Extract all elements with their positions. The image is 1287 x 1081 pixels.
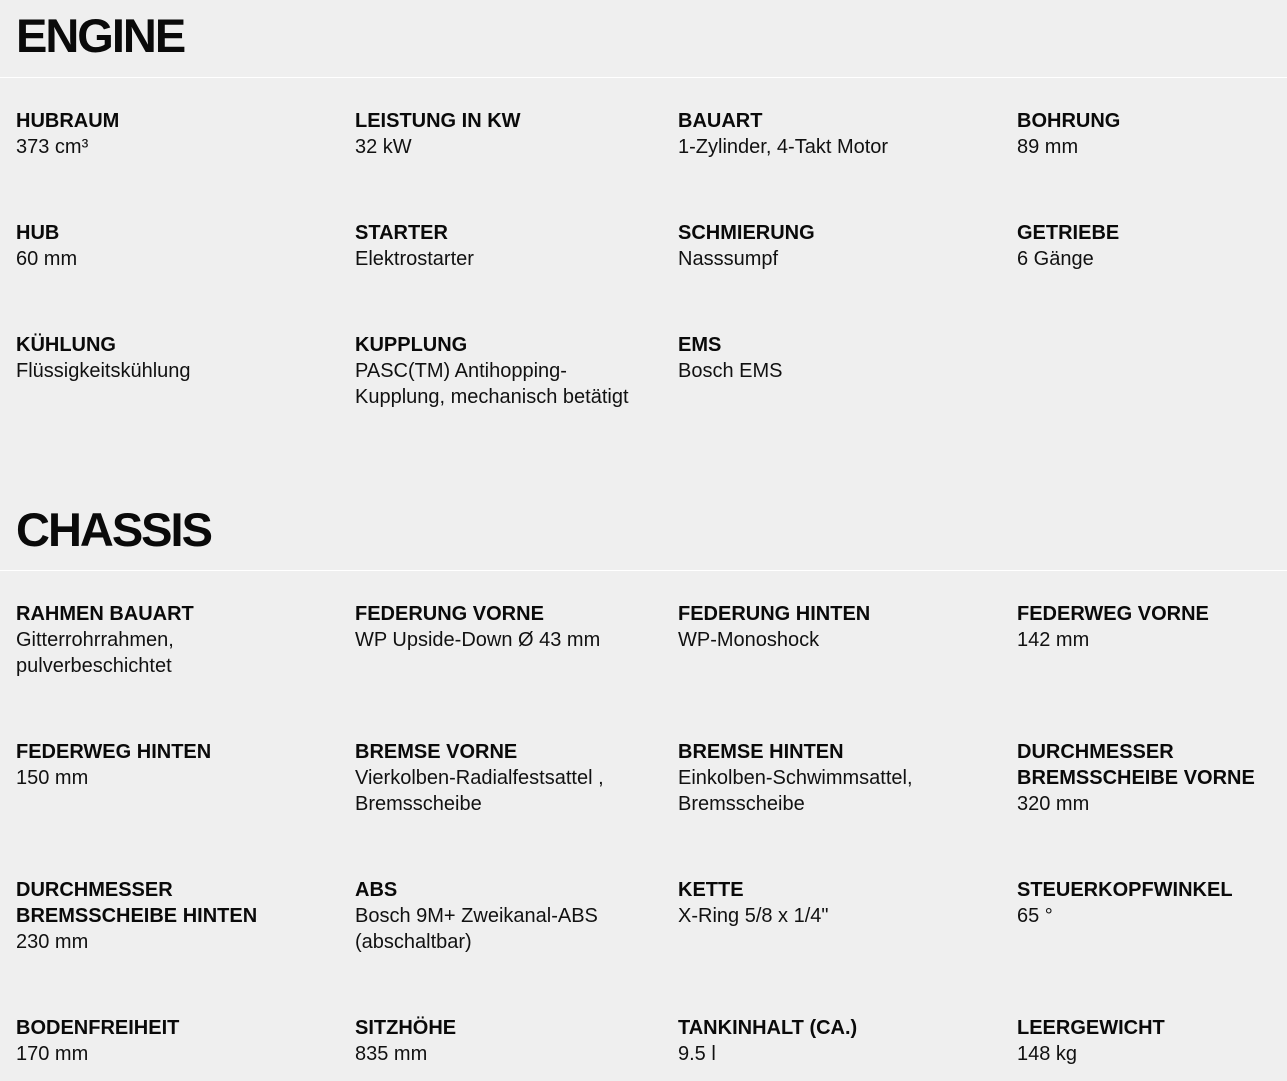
engine-section-title: ENGINE [16, 9, 185, 62]
spec-label: DURCHMESSER BREMSSCHEIBE VORNE [1017, 741, 1255, 789]
spec-value: WP Upside-Down Ø 43 mm [355, 629, 601, 651]
spec-value: Bosch EMS [678, 360, 783, 382]
spec-label: BAUART [678, 110, 763, 132]
spec-value: WP-Monoshock [678, 629, 820, 651]
spec-value: X-Ring 5/8 x 1/4" [678, 905, 829, 927]
spec-leistung [355, 108, 665, 160]
spec-bremse-vorne [355, 739, 665, 817]
spec-value: Gitterrohrrahmen, pulverbeschichtet [16, 629, 174, 677]
spec-label: HUB [16, 222, 60, 244]
spec-value: Nasssumpf [678, 248, 779, 270]
spec-ems [678, 332, 998, 384]
spec-label: FEDERWEG HINTEN [16, 741, 212, 763]
spec-federweg-hinten [16, 739, 336, 791]
spec-value: 170 mm [16, 1043, 89, 1065]
chassis-divider [0, 570, 1287, 571]
spec-value: Bosch 9M+ Zweikanal-ABS (abschaltbar) [355, 905, 598, 953]
spec-value: 230 mm [16, 931, 89, 953]
spec-kuehlung [16, 332, 336, 384]
spec-value: 89 mm [1017, 136, 1079, 158]
spec-starter [355, 220, 665, 272]
spec-kupplung [355, 332, 665, 410]
spec-label: BODENFREIHEIT [16, 1017, 180, 1039]
spec-bohrung [1017, 108, 1285, 160]
spec-steuerkopfwinkel [1017, 877, 1285, 929]
spec-federung-hinten [678, 601, 998, 653]
spec-schmierung [678, 220, 998, 272]
spec-federung-vorne [355, 601, 665, 653]
spec-label: EMS [678, 334, 722, 356]
spec-hubraum [16, 108, 336, 160]
spec-label: TANKINHALT (CA.) [678, 1017, 858, 1039]
spec-value: 9.5 l [678, 1043, 716, 1065]
chassis-section-title: CHASSIS [16, 503, 211, 556]
spec-value: 150 mm [16, 767, 89, 789]
spec-kette [678, 877, 998, 929]
spec-bremse-hinten [678, 739, 998, 817]
spec-label: STEUERKOPFWINKEL [1017, 879, 1233, 901]
spec-getriebe [1017, 220, 1285, 272]
spec-durchmesser-bremsscheibe-vorne [1017, 739, 1285, 817]
spec-rahmen-bauart [16, 601, 336, 679]
spec-value: 60 mm [16, 248, 78, 270]
spec-hub [16, 220, 336, 272]
spec-label: LEERGEWICHT [1017, 1017, 1165, 1039]
spec-value: Flüssigkeitskühlung [16, 360, 191, 382]
spec-label: SITZHÖHE [355, 1017, 457, 1039]
spec-label: FEDERWEG VORNE [1017, 603, 1209, 625]
spec-label: BREMSE HINTEN [678, 741, 844, 763]
engine-divider [0, 77, 1287, 78]
spec-value: 6 Gänge [1017, 248, 1094, 270]
spec-label: HUBRAUM [16, 110, 120, 132]
spec-value: 32 kW [355, 136, 412, 158]
spec-abs [355, 877, 665, 955]
spec-leergewicht [1017, 1015, 1285, 1067]
spec-federweg-vorne [1017, 601, 1285, 653]
spec-label: BOHRUNG [1017, 110, 1121, 132]
spec-value: 320 mm [1017, 793, 1090, 815]
spec-label: BREMSE VORNE [355, 741, 518, 763]
spec-label: LEISTUNG IN KW [355, 110, 521, 132]
spec-value: PASC(TM) Antihopping- Kupplung, mechanisch betätigt [355, 360, 629, 408]
spec-durchmesser-bremsscheibe-hinten [16, 877, 336, 955]
spec-value: 65 ° [1017, 905, 1053, 927]
spec-value: Einkolben-Schwimmsattel, Bremsscheibe [678, 767, 913, 815]
spec-tankinhalt [678, 1015, 998, 1067]
spec-label: KUPPLUNG [355, 334, 468, 356]
spec-label: DURCHMESSER BREMSSCHEIBE HINTEN [16, 879, 258, 927]
spec-value: 148 kg [1017, 1043, 1078, 1065]
spec-value: Vierkolben-Radialfestsattel , Bremsscheibe [355, 767, 604, 815]
spec-label: ABS [355, 879, 398, 901]
spec-bauart [678, 108, 998, 160]
spec-sitzhoehe [355, 1015, 665, 1067]
spec-value: 835 mm [355, 1043, 428, 1065]
spec-label: SCHMIERUNG [678, 222, 815, 244]
spec-bodenfreiheit [16, 1015, 336, 1067]
spec-value: 1-Zylinder, 4-Takt Motor [678, 136, 889, 158]
spec-label: RAHMEN BAUART [16, 603, 194, 625]
spec-label: FEDERUNG HINTEN [678, 603, 871, 625]
spec-label: STARTER [355, 222, 448, 244]
spec-value: Elektrostarter [355, 248, 474, 270]
spec-value: 373 cm³ [16, 136, 89, 158]
spec-label: FEDERUNG VORNE [355, 603, 544, 625]
spec-value: 142 mm [1017, 629, 1090, 651]
spec-label: GETRIEBE [1017, 222, 1120, 244]
spec-label: KETTE [678, 879, 744, 901]
spec-label: KÜHLUNG [16, 334, 116, 356]
